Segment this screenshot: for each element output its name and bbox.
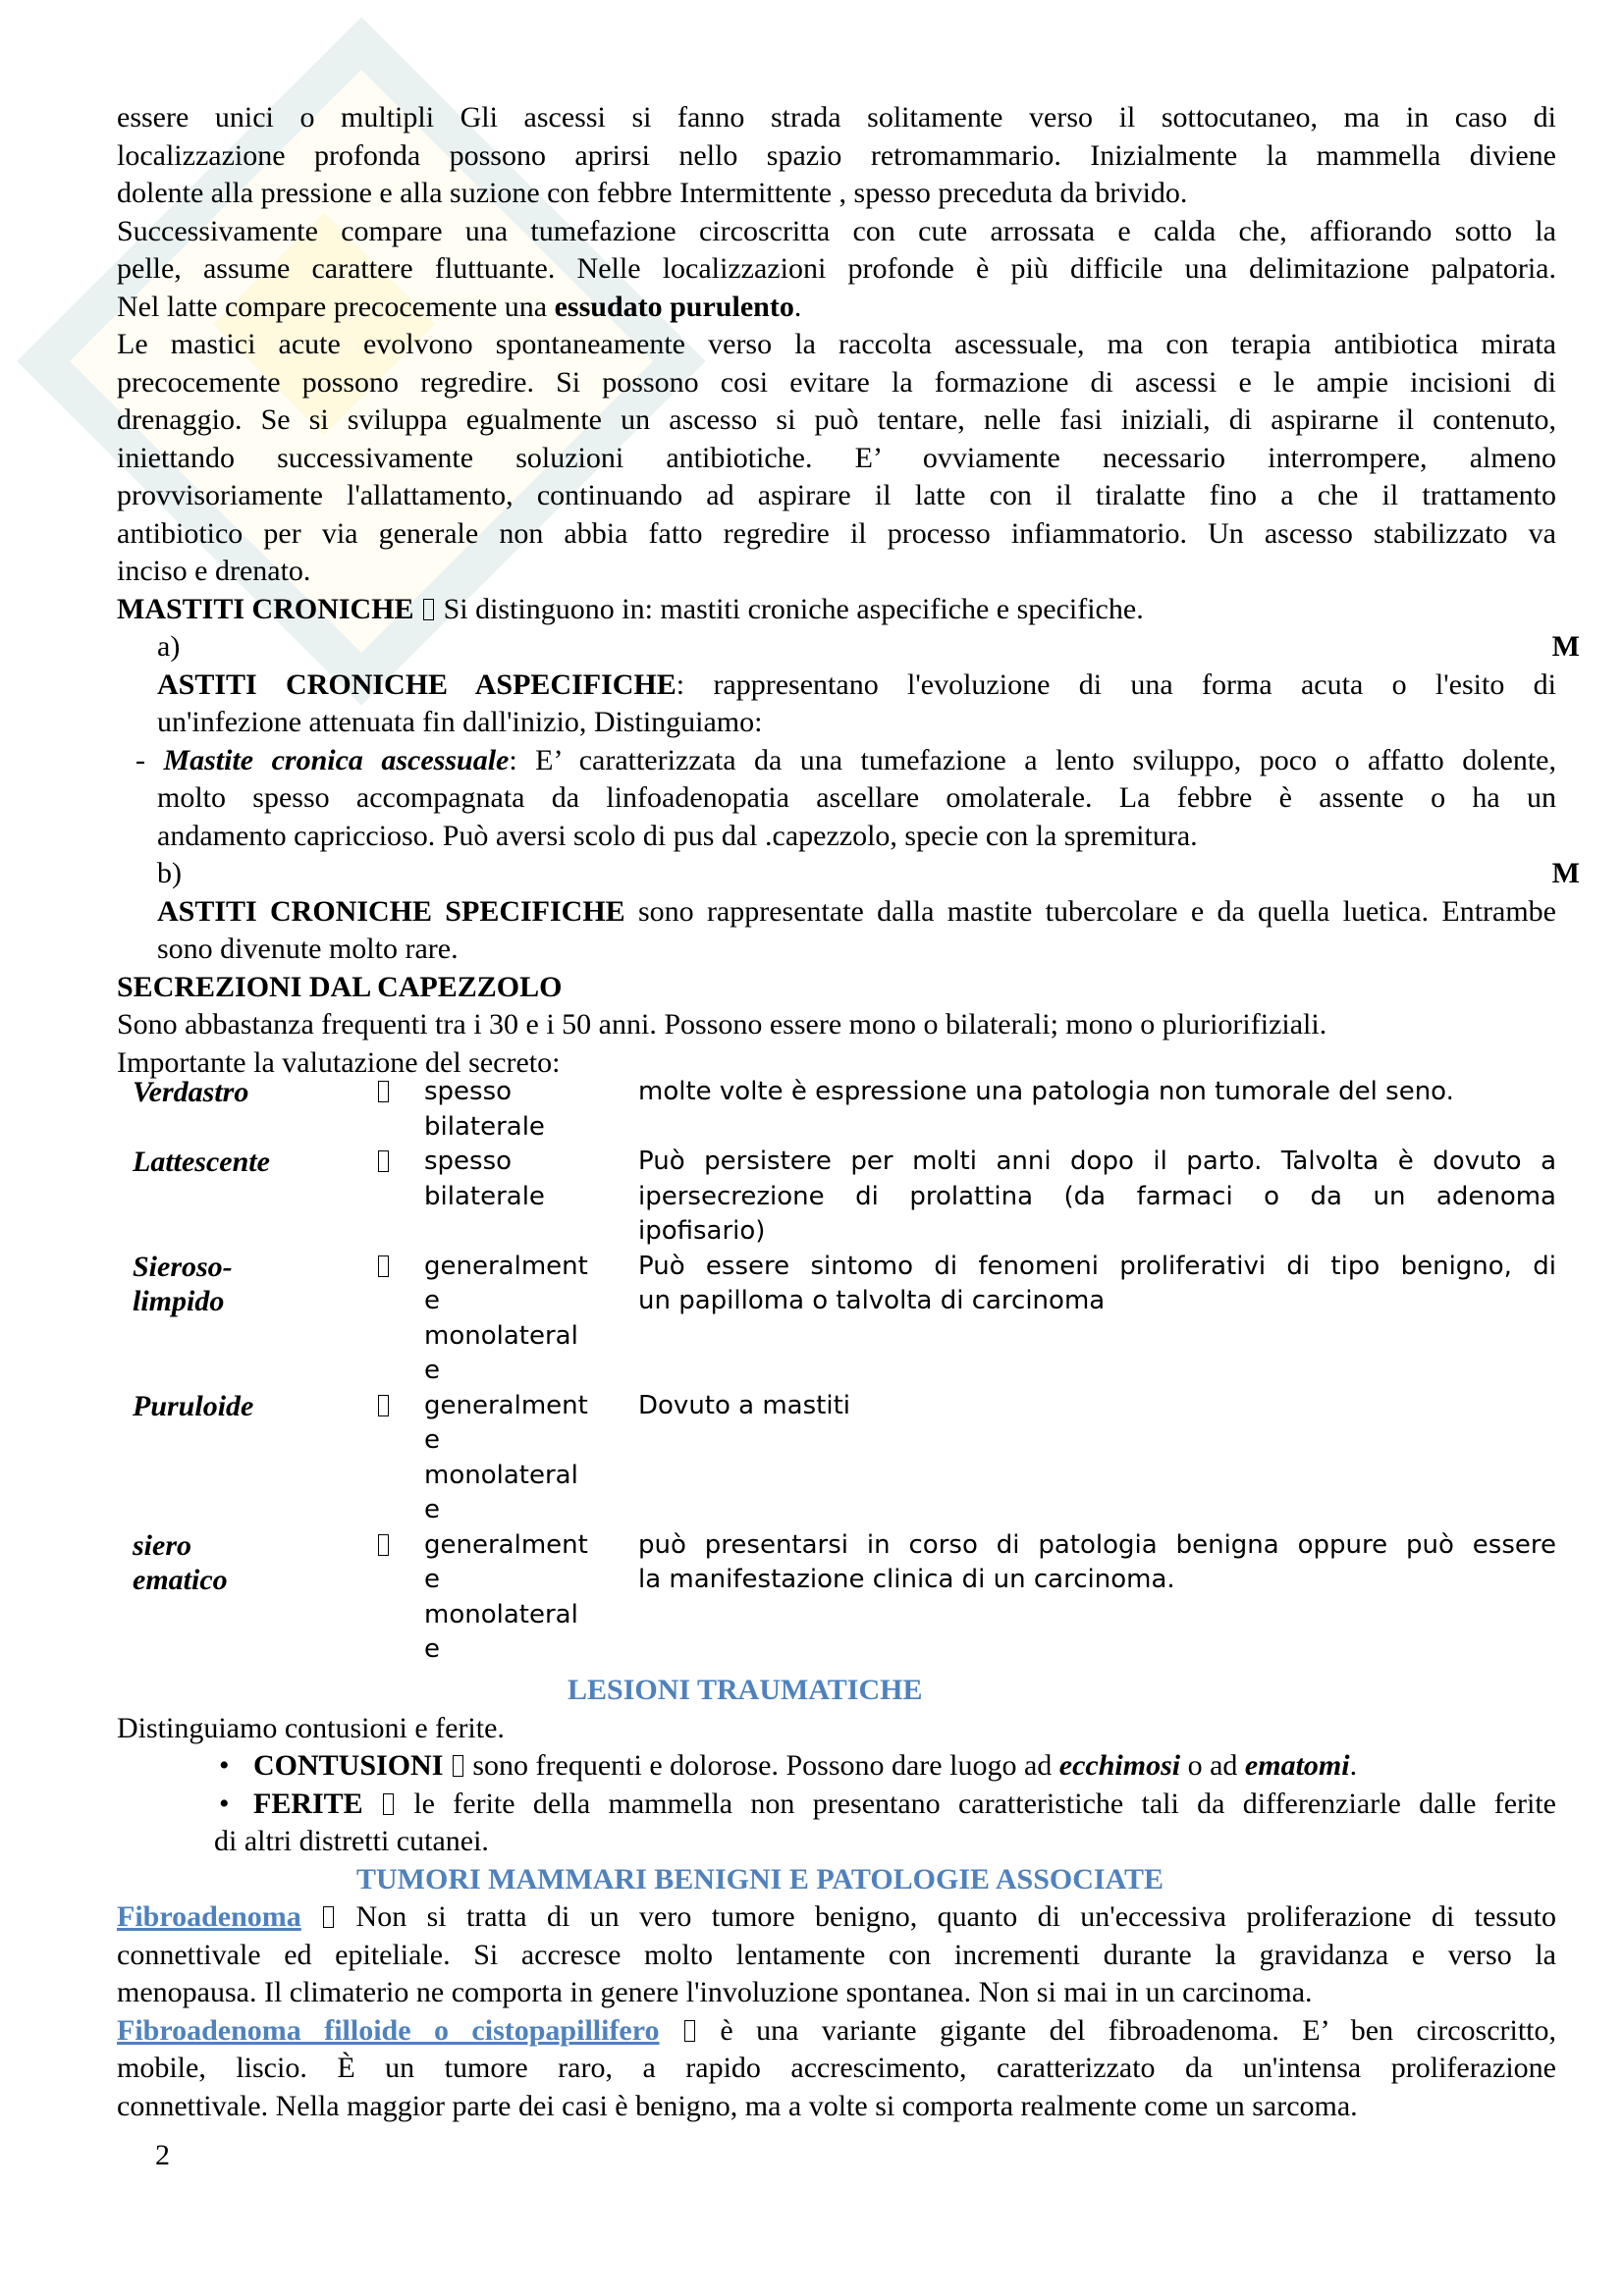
text-line: [117, 855, 1580, 893]
text-line: [117, 1710, 1556, 1748]
section-heading: [117, 1672, 1556, 1710]
text-segment: inciso e drenato.: [117, 555, 311, 587]
secretion-laterality: [424, 1528, 588, 1668]
laterality-line: e: [424, 1495, 440, 1524]
secretion-name: [133, 1389, 253, 1424]
laterality-line: monolateral: [424, 1320, 578, 1351]
text-line: [117, 1974, 1556, 2012]
text-segment: [660, 2014, 682, 2047]
laterality-line: monolateral: [424, 1460, 578, 1490]
table-row: [0, 1075, 1623, 1145]
text-segment: ematomi: [1244, 1749, 1350, 1782]
text-segment: connettivale. Nella maggior parte dei casi è benigno, ma a volte si comporta realmente come un sarcoma.: [117, 2089, 1358, 2122]
description-line: molte volte è espressione una patologia non tumorale del seno.: [638, 1077, 1454, 1106]
text-line: [117, 2012, 1556, 2051]
text-segment: drenaggio. Se si sviluppa egualmente un ascesso si può tentare, nelle fasi iniziali, di aspirarne il contenuto,: [117, 403, 1556, 436]
text-line: [117, 213, 1556, 251]
missing-glyph-arrow-icon: [378, 1255, 389, 1277]
text-segment: -: [135, 743, 164, 776]
missing-glyph-arrow-icon: [383, 1793, 394, 1815]
arrow-cell: [376, 1389, 391, 1424]
description-line: un papilloma o talvolta di carcinoma: [638, 1286, 1106, 1315]
secretion-description: [638, 1075, 1556, 1110]
text-segment: ecchimosi: [1058, 1749, 1181, 1782]
text-segment: Importante la valutazione del secreto:: [117, 1045, 561, 1079]
text-line: [117, 818, 1556, 856]
text-line: [117, 99, 1556, 137]
secretion-name: [133, 1075, 248, 1110]
text-segment: b): [157, 857, 182, 889]
text-segment: : rappresentano l'evoluzione di una forma acuta o l'esito di: [676, 667, 1556, 701]
text-segment: connettivale ed epiteliale. Si accresce molto lentamente con incrementi durante la gravidanza e verso la: [117, 1938, 1556, 1971]
secretion-name-line: limpido: [133, 1285, 225, 1317]
text-segment: un'infezione attenuata fin dall'inizio, Distinguiamo:: [157, 706, 763, 738]
bullet-item: [117, 1786, 1556, 1824]
table-row: [0, 1145, 1623, 1250]
text-segment: molto spesso accompagnata da linfoadenopatia ascellare omolaterale. La febbre è assente o ha un: [157, 781, 1556, 814]
missing-glyph-arrow-icon: [378, 1150, 389, 1172]
text-line: [117, 477, 1556, 515]
laterality-line: e: [424, 1425, 440, 1455]
laterality-line: bilaterale: [424, 1181, 545, 1211]
secretion-name-line: Sieroso-: [133, 1250, 233, 1283]
secretion-name: [133, 1250, 233, 1319]
term-link[interactable]: Fibroadenoma filloide o cistopapillifero: [117, 2013, 660, 2047]
text-line: [117, 779, 1556, 818]
text-line: [117, 2088, 1556, 2126]
term-link[interactable]: Fibroadenoma: [117, 1900, 301, 1933]
text-segment: localizzazione profonda possono aprirsi nello spazio retromammario. Inizialmente la mammella diviene: [117, 138, 1556, 172]
text-segment: essudato purulento: [554, 290, 794, 323]
text-segment: Mastite cronica ascessuale: [163, 743, 510, 776]
bullet-icon: •: [219, 1749, 230, 1782]
text-line: [117, 250, 1556, 289]
text-segment: sono frequenti e dolorose. Possono dare luogo ad: [472, 1749, 1059, 1782]
laterality-line: monolateral: [424, 1599, 578, 1629]
text-line: [117, 1937, 1556, 1975]
secretion-laterality: [424, 1075, 545, 1145]
secretion-description: [638, 1528, 1556, 1598]
laterality-line: bilaterale: [424, 1111, 545, 1142]
laterality-line: e: [424, 1356, 440, 1385]
text-segment: essere unici o multipli Gli ascessi si fanno strada solitamente verso il sottocutaneo, ma in caso di: [117, 101, 1556, 133]
text-line: [117, 628, 1580, 667]
text-line: [117, 440, 1556, 478]
bullet-item: [117, 1747, 1556, 1786]
text-segment: .: [793, 290, 802, 323]
text-segment: Si distinguono in: mastiti croniche aspecifiche e specifiche.: [443, 592, 1144, 625]
text-segment: CONTUSIONI: [253, 1749, 451, 1782]
secretion-description: [638, 1250, 1556, 1319]
text-segment: a): [157, 630, 181, 663]
text-segment: MASTITI CRONICHE: [117, 592, 422, 625]
text-segment: LESIONI TRAUMATICHE: [568, 1674, 923, 1706]
text-segment: Distinguiamo contusioni e ferite.: [117, 1711, 505, 1744]
arrow-cell: [376, 1528, 391, 1564]
text-line: [117, 931, 1556, 969]
wrapped-initial-letter: M: [1551, 630, 1580, 663]
secretion-name-line: siero: [133, 1528, 191, 1562]
table-row: [0, 1528, 1623, 1668]
arrow-cell: [376, 1250, 391, 1285]
text-segment: Successivamente compare una tumefazione circoscritta con cute arrossata e calda che, affiorando sotto la: [117, 214, 1556, 247]
text-segment: o ad: [1180, 1749, 1245, 1782]
laterality-line: e: [424, 1286, 440, 1315]
secretion-name-line: Puruloide: [133, 1389, 254, 1422]
table-row: [0, 1389, 1623, 1528]
secretion-laterality: [424, 1145, 545, 1214]
text-segment: ASTITI CRONICHE SPECIFICHE: [157, 894, 625, 928]
document-body-top: [117, 99, 1580, 1082]
text-segment: sono divenute molto rare.: [157, 933, 459, 965]
secretion-name-line: ematico: [133, 1564, 228, 1596]
secretion-description: [638, 1389, 1556, 1424]
text-segment: .: [1349, 1749, 1358, 1782]
description-line: Dovuto a mastiti: [638, 1390, 850, 1420]
text-segment: menopausa. Il climaterio ne comporta in genere l'involuzione spontanea. Non si mai in un carcinoma.: [117, 1976, 1313, 2008]
text-line: [117, 704, 1556, 742]
text-line: [117, 364, 1556, 402]
text-segment: Le mastici acute evolvono spontaneamente verso la raccolta ascessuale, ma con terapia antibiotica mirata: [117, 328, 1556, 360]
text-line: [117, 175, 1556, 213]
text-segment: è una variante gigante del fibroadenoma. E’ ben circoscritto,: [720, 2013, 1556, 2047]
text-segment: [301, 1900, 321, 1933]
secretion-name-line: Verdastro: [133, 1076, 249, 1108]
text-line: [117, 553, 1556, 591]
text-segment: pelle, assume carattere fluttuante. Nelle localizzazioni profonde è più difficile una delimitazione palpatoria.: [117, 252, 1556, 285]
text-line: [117, 2050, 1556, 2088]
text-segment: : E’ caratterizzata da una tumefazione a lento sviluppo, poco o affatto dolente,: [509, 743, 1556, 776]
document-body-bottom: [117, 1672, 1556, 2125]
secretion-name: [133, 1528, 228, 1598]
text-segment: Nel latte compare precocemente una: [117, 290, 555, 323]
text-segment: sono rappresentate dalla mastite tubercolare e da quella luetica. Entrambe: [624, 894, 1556, 928]
wrapped-initial-letter: M: [1551, 857, 1580, 889]
text-segment: Sono abbastanza frequenti tra i 30 e i 50 anni. Possono essere mono o bilaterali; mono o pluriorifiziali.: [117, 1008, 1327, 1041]
secretions-table: [0, 1075, 1623, 1668]
laterality-line: generalment: [424, 1529, 588, 1560]
description-line: Può essere sintomo di fenomeni proliferativi di tipo benigno, di: [638, 1251, 1556, 1281]
arrow-cell: [376, 1075, 391, 1110]
text-line: [117, 1898, 1556, 1937]
text-segment: precocemente possono regredire. Si possono cosi evitare la formazione di ascessi e le ampie incisioni di: [117, 365, 1556, 399]
text-segment: andamento capriccioso. Può aversi scolo di pus dal .capezzolo, specie con la spremitura.: [157, 819, 1198, 852]
text-line: [117, 893, 1556, 932]
missing-glyph-arrow-icon: [378, 1534, 389, 1556]
missing-glyph-arrow-icon: [423, 599, 434, 620]
description-line: ipersecrezione di prolattina (da farmaci o da un adenoma: [638, 1181, 1556, 1211]
description-line: può presentarsi in corso di patologia benigna oppure può essere: [638, 1529, 1556, 1560]
secretion-laterality: [424, 1250, 588, 1389]
text-line: [117, 326, 1556, 364]
description-line: la manifestazione clinica di un carcinoma.: [638, 1565, 1175, 1594]
laterality-line: spesso: [424, 1147, 513, 1176]
missing-glyph-arrow-icon: [378, 1395, 389, 1416]
missing-glyph-arrow-icon: [323, 1906, 334, 1928]
text-line: [117, 742, 1556, 780]
text-segment: mobile, liscio. È un tumore raro, a rapido accrescimento, caratterizzato da un'intensa proliferazione: [117, 2052, 1556, 2084]
text-segment: provvisoriamente l'allattamento, continuando ad aspirare il latte con il tiralatte fino a che il trattamento: [117, 479, 1556, 511]
description-line: ipofisario): [638, 1216, 766, 1246]
secretion-name: [133, 1145, 270, 1180]
text-line: [117, 591, 1556, 629]
bullet-icon: •: [219, 1787, 230, 1820]
section-heading: [117, 1861, 1556, 1899]
text-segment: di altri distretti cutanei.: [214, 1825, 489, 1857]
laterality-line: generalment: [424, 1390, 588, 1420]
page-number: 2: [155, 2139, 170, 2171]
laterality-line: e: [424, 1634, 440, 1664]
laterality-line: e: [424, 1565, 440, 1594]
arrow-cell: [376, 1145, 391, 1180]
laterality-line: generalment: [424, 1251, 588, 1281]
text-line: [117, 289, 1556, 327]
secretion-laterality: [424, 1389, 588, 1528]
text-segment: le ferite della mammella non presentano caratteristiche tali da differenziarle dalle ferite: [413, 1787, 1556, 1820]
text-line: [117, 1006, 1556, 1044]
text-line: [117, 969, 1556, 1007]
text-line: [117, 667, 1556, 705]
text-segment: TUMORI MAMMARI BENIGNI E PATOLOGIE ASSOCIATE: [356, 1862, 1164, 1896]
text-segment: dolente alla pressione e alla suzione con febbre Intermittente , spesso preceduta da brivido.: [117, 177, 1188, 209]
text-segment: FERITE: [253, 1787, 382, 1820]
text-segment: ASTITI CRONICHE ASPECIFICHE: [157, 667, 676, 701]
table-row: [0, 1250, 1623, 1389]
text-segment: SECREZIONI DAL CAPEZZOLO: [117, 970, 563, 1003]
text-line: [117, 515, 1556, 554]
text-line: [117, 137, 1556, 176]
laterality-line: spesso: [424, 1077, 513, 1106]
text-segment: antibiotico per via generale non abbia fatto regredire il processo infiammatorio. Un ascesso stabilizzato va: [117, 516, 1556, 550]
secretion-name-line: Lattescente: [133, 1146, 270, 1178]
secretion-description: [638, 1145, 1556, 1250]
text-segment: iniettando successivamente soluzioni antibiotiche. E’ ovviamente necessario interrompere, almeno: [117, 441, 1556, 474]
missing-glyph-arrow-icon: [378, 1081, 389, 1102]
text-segment: Non si tratta di un vero tumore benigno, quanto di un'eccessiva proliferazione di tessuto: [355, 1900, 1556, 1933]
description-line: Può persistere per molti anni dopo il parto. Talvolta è dovuto a: [638, 1147, 1556, 1176]
text-line: [117, 401, 1556, 440]
text-line: [117, 1823, 1556, 1861]
missing-glyph-arrow-icon: [684, 2020, 695, 2042]
missing-glyph-arrow-icon: [453, 1755, 463, 1777]
